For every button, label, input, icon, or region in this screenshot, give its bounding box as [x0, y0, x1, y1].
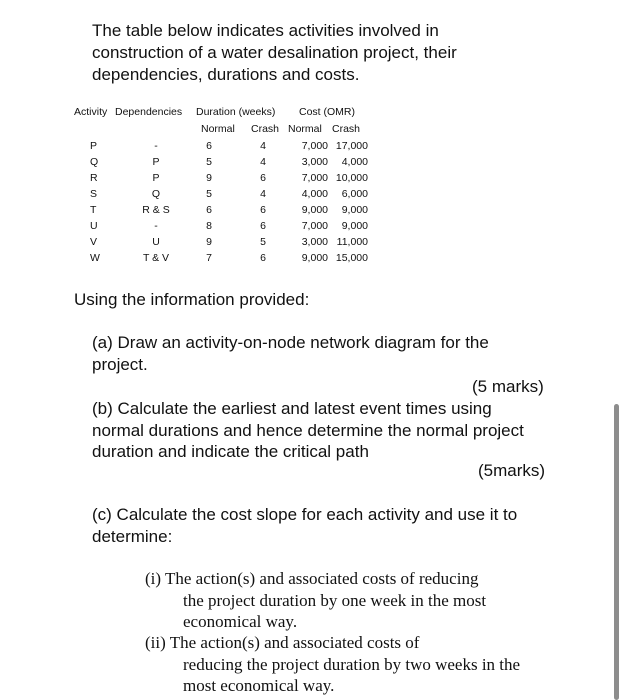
cell-duration-normal: 6: [206, 140, 212, 152]
cell-cost-crash: 10,000: [335, 172, 368, 184]
cell-activity: W: [90, 252, 100, 264]
cell-activity: U: [90, 220, 98, 232]
header-duration: Duration (weeks): [196, 106, 276, 118]
cell-duration-crash: 6: [260, 252, 266, 264]
cell-duration-normal: 7: [206, 252, 212, 264]
cell-dependency: P: [152, 172, 160, 184]
cell-duration-normal: 9: [206, 236, 212, 248]
table-row: [74, 236, 394, 252]
cell-dependency: U: [152, 236, 160, 248]
cell-cost-normal: 7,000: [301, 172, 328, 184]
question-b-marks: (5marks): [478, 461, 546, 480]
cell-activity: S: [90, 188, 98, 200]
sub-question-ii-line2: reducing the project duration by two weeks in the most economical way.: [183, 654, 521, 695]
sub-question-i-line1: The action(s) and associated costs of reducing: [165, 569, 479, 588]
cell-activity: R: [90, 172, 98, 184]
question-b: (b) Calculate the earliest and latest event times using normal durations and hence determine the normal project duration and indicate the critical path: [92, 399, 524, 461]
sub-question-i-line2: the project duration by one week in the most economical way.: [183, 590, 487, 631]
cell-cost-crash: 9,000: [341, 220, 368, 232]
header-dependencies: Dependencies: [115, 106, 183, 118]
cell-dependency: -: [154, 140, 158, 152]
cell-dependency: -: [154, 220, 158, 232]
table-row: [74, 252, 394, 268]
cell-duration-normal: 8: [206, 220, 212, 232]
cell-duration-crash: 4: [260, 156, 266, 168]
cell-activity: V: [90, 236, 98, 248]
cell-cost-normal: 9,000: [301, 204, 328, 216]
cell-cost-normal: 3,000: [301, 236, 328, 248]
cell-duration-crash: 5: [260, 236, 266, 248]
header-activity: Activity: [74, 106, 108, 118]
cell-duration-normal: 5: [206, 156, 212, 168]
table-row: [74, 188, 394, 204]
question-a-marks: (5 marks): [472, 377, 544, 396]
cell-dependency: T & V: [142, 252, 170, 264]
header-duration-crash: Crash: [251, 123, 280, 135]
header-cost: Cost (OMR): [299, 106, 355, 118]
header-cost-normal: Normal: [288, 123, 322, 135]
cell-duration-crash: 6: [260, 220, 266, 232]
header-duration-normal: Normal: [201, 123, 235, 135]
cell-duration-crash: 6: [260, 204, 266, 216]
table-row: [74, 156, 394, 172]
cell-cost-normal: 7,000: [301, 140, 328, 152]
table-row: [74, 204, 394, 220]
sub-question-ii: [145, 632, 555, 697]
cell-cost-normal: 3,000: [301, 156, 328, 168]
intro-paragraph: The table below indicates activities involved in construction of a water desalination project, their dependencies, durations and costs.: [92, 21, 457, 84]
scrollbar[interactable]: [614, 404, 619, 700]
cell-dependency: Q: [151, 188, 161, 200]
cell-duration-normal: 6: [206, 204, 212, 216]
cell-duration-crash: 6: [260, 172, 266, 184]
using-heading: Using the information provided:: [74, 290, 310, 309]
cell-activity: Q: [90, 156, 99, 168]
cell-cost-normal: 7,000: [301, 220, 328, 232]
cell-cost-crash: 17,000: [335, 140, 368, 152]
sub-question-ii-line1: The action(s) and associated costs of: [169, 633, 420, 652]
table-row: [74, 172, 394, 188]
cell-duration-normal: 5: [206, 188, 212, 200]
cell-duration-crash: 4: [260, 140, 266, 152]
cell-activity: T: [90, 204, 97, 216]
cell-cost-normal: 4,000: [301, 188, 328, 200]
cell-cost-normal: 9,000: [301, 252, 328, 264]
cell-dependency: R & S: [142, 204, 170, 216]
question-c: (c) Calculate the cost slope for each activity and use it to determine:: [92, 505, 518, 546]
cell-duration-crash: 4: [260, 188, 266, 200]
header-cost-crash: Crash: [332, 123, 361, 135]
cell-duration-normal: 9: [206, 172, 212, 184]
sub-question-i: [145, 568, 555, 633]
question-a: (a) Draw an activity-on-node network diagram for the project.: [92, 333, 489, 374]
cell-dependency: P: [152, 156, 160, 168]
cell-cost-crash: 6,000: [341, 188, 368, 200]
cell-activity: P: [90, 140, 98, 152]
cell-cost-crash: 9,000: [341, 204, 368, 216]
table-row: [74, 140, 394, 156]
cell-cost-crash: 15,000: [335, 252, 368, 264]
cell-cost-crash: 4,000: [341, 156, 368, 168]
table-row: [74, 220, 394, 236]
sub-question-i-number: (i): [145, 569, 162, 588]
cell-cost-crash: 11,000: [336, 236, 368, 248]
sub-question-ii-number: (ii): [145, 633, 166, 652]
